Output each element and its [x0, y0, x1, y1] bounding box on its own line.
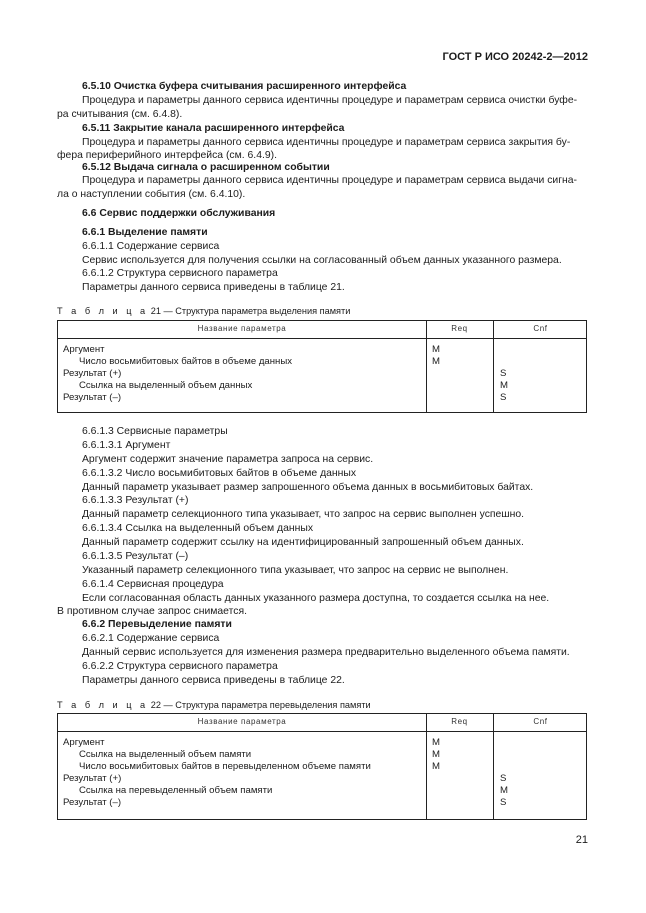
- row-name: Ссылка на перевыделенный объем памяти: [79, 785, 273, 796]
- cnf-value: S: [500, 392, 507, 403]
- text-line: Процедура и параметры данного сервиса идентичны процедуре и параметрам сервиса выдачи сигна-: [82, 175, 577, 186]
- row-name: Аргумент: [63, 344, 105, 355]
- text-line: Процедура и параметры данного сервиса идентичны процедуре и параметрам сервиса закрытия бу-: [82, 137, 571, 148]
- text-line: 6.6.1.3.4 Ссылка на выделенный объем данных: [82, 523, 314, 534]
- row-name: Результат (+): [63, 368, 122, 379]
- text-line: Параметры данного сервиса приведены в таблице 21.: [82, 282, 345, 293]
- cnf-value: S: [500, 773, 507, 784]
- text-line: 6.6.2.2 Структура сервисного параметра: [82, 661, 278, 672]
- text-line: ла о наступлении события (см. 6.4.10).: [57, 189, 246, 200]
- column-divider: [426, 321, 427, 412]
- caption-prefix: Т а б л и ц а: [57, 306, 149, 316]
- text-line: 6.6.1.3.1 Аргумент: [82, 440, 171, 451]
- section-heading: 6.6.1 Выделение памяти: [82, 227, 208, 238]
- row-name: Результат (–): [63, 797, 122, 808]
- caption-text: 22 — Структура параметра перевыделения памяти: [150, 700, 371, 710]
- text-line: 6.6.1.1 Содержание сервиса: [82, 241, 220, 252]
- table-21: [57, 320, 587, 413]
- header-divider: [58, 731, 586, 732]
- text-line: Параметры данного сервиса приведены в таблице 22.: [82, 675, 345, 686]
- row-name: Число восьмибитовых байтов в объеме данных: [79, 356, 293, 367]
- cnf-value: M: [500, 785, 508, 796]
- column-divider: [493, 714, 494, 819]
- column-header: Cnf: [533, 717, 548, 726]
- caption-prefix: Т а б л и ц а: [57, 700, 149, 710]
- page-header: ГОСТ Р ИСО 20242-2—2012: [442, 51, 588, 63]
- column-header: Req: [451, 324, 468, 333]
- text-line: Данный сервис используется для изменения размера предварительно выделенного объема памяти.: [82, 647, 570, 658]
- text-line: 6.6.1.3 Сервисные параметры: [82, 426, 228, 437]
- row-name: Аргумент: [63, 737, 105, 748]
- text-line: ра считывания (см. 6.4.8).: [57, 109, 183, 120]
- section-heading: 6.5.12 Выдача сигнала о расширенном событии: [82, 162, 330, 173]
- row-name: Ссылка на выделенный объем данных: [79, 380, 253, 391]
- row-name: Ссылка на выделенный объем памяти: [79, 749, 252, 760]
- row-name: Результат (–): [63, 392, 122, 403]
- text-line: В противном случае запрос снимается.: [57, 606, 247, 617]
- table-21-caption: [57, 305, 350, 317]
- column-header: Req: [451, 717, 468, 726]
- req-value: M: [432, 749, 440, 760]
- text-line: Если согласованная область данных указанного размера доступна, то создается ссылка на нее.: [82, 593, 550, 604]
- text-line: 6.6.1.3.2 Число восьмибитовых байтов в объеме данных: [82, 468, 357, 479]
- text-line: Данный параметр указывает размер запрошенного объема данных в восьмибитовых байтах.: [82, 482, 534, 493]
- req-value: M: [432, 737, 440, 748]
- req-value: M: [432, 344, 440, 355]
- section-heading: 6.5.11 Закрытие канала расширенного интерфейса: [82, 123, 345, 134]
- column-header: Cnf: [533, 324, 548, 333]
- table-22: [57, 713, 587, 820]
- cnf-value: S: [500, 368, 507, 379]
- caption-text: 21 — Структура параметра выделения памяти: [150, 306, 351, 316]
- column-header: Название параметра: [197, 717, 287, 726]
- row-name: Результат (+): [63, 773, 122, 784]
- req-value: M: [432, 761, 440, 772]
- page-number: 21: [575, 834, 588, 846]
- table-22-caption: [57, 699, 371, 711]
- column-divider: [493, 321, 494, 412]
- column-divider: [426, 714, 427, 819]
- text-line: фера периферийного интерфейса (см. 6.4.9).: [57, 150, 277, 161]
- text-line: 6.6.2.1 Содержание сервиса: [82, 633, 220, 644]
- cnf-value: S: [500, 797, 507, 808]
- text-line: Аргумент содержит значение параметра запроса на сервис.: [82, 454, 374, 465]
- column-header: Название параметра: [197, 324, 287, 333]
- text-line: 6.6.1.2 Структура сервисного параметра: [82, 268, 278, 279]
- header-divider: [58, 338, 586, 339]
- text-line: Процедура и параметры данного сервиса идентичны процедуре и параметрам сервиса очистки буфе-: [82, 95, 578, 106]
- text-line: Данный параметр селекционного типа указывает, что запрос на сервис выполнен успешно.: [82, 509, 525, 520]
- section-heading: 6.5.10 Очистка буфера считывания расширенного интерфейса: [82, 81, 407, 92]
- text-line: 6.6.1.4 Сервисная процедура: [82, 579, 224, 590]
- row-name: Число восьмибитовых байтов в перевыделенном объеме памяти: [79, 761, 371, 772]
- text-line: 6.6.1.3.3 Результат (+): [82, 495, 189, 506]
- section-heading: 6.6 Сервис поддержки обслуживания: [82, 208, 276, 219]
- text-line: Указанный параметр селекционного типа указывает, что запрос на сервис не выполнен.: [82, 565, 509, 576]
- text-line: 6.6.1.3.5 Результат (–): [82, 551, 189, 562]
- text-line: Данный параметр содержит ссылку на идентифицированный запрошенный объем данных.: [82, 537, 524, 548]
- text-line: Сервис используется для получения ссылки на согласованный объем данных указанного размера.: [82, 255, 562, 266]
- section-heading: 6.6.2 Перевыделение памяти: [82, 619, 232, 630]
- req-value: M: [432, 356, 440, 367]
- cnf-value: M: [500, 380, 508, 391]
